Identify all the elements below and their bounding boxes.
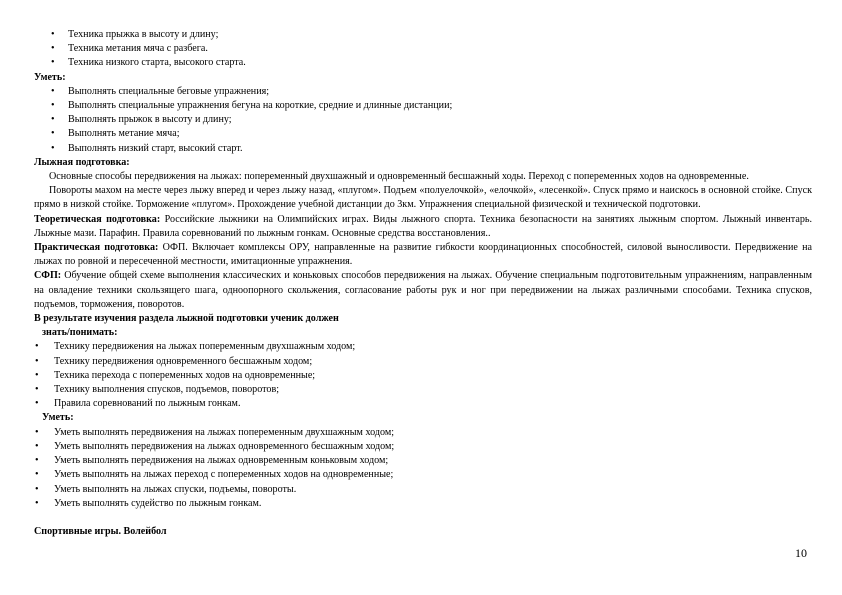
list-item: • Уметь выполнять передвижения на лыжах одновременного бесшажным ходом; <box>34 440 812 454</box>
page-number: 10 <box>795 546 807 560</box>
theory-text: Российские лыжники на Олимпийских играх. Виды лыжного спорта. Техника безопасности на занятиях лыжным спортом. Лыжный инвентарь. Лыжные мази. Парафин. Правила соревнований по лыжным гонкам. Основные средства восстановления.. <box>34 213 812 239</box>
athletics-skills-list <box>34 85 812 156</box>
sfp-paragraph <box>34 269 812 312</box>
list-item: • Технику передвижения на лыжах попеременным двухшажным ходом; <box>34 340 812 354</box>
spacer <box>34 511 812 525</box>
list-item: • Уметь выполнять передвижения на лыжах попеременным двухшажным ходом; <box>34 426 812 440</box>
list-item: • Уметь выполнять на лыжах переход с попеременных ходов на одновременные; <box>34 468 812 482</box>
result-heading: В результате изучения раздела лыжной подготовки ученик должен <box>34 313 339 325</box>
practice-label: Практическая подготовка: <box>34 242 159 254</box>
list-item: • Уметь выполнять передвижения на лыжах одновременным коньковым ходом; <box>34 454 812 468</box>
practice-text: ОФП. Включает комплексы ОРУ, направленные на развитие гибкости координационных способностей, силовой выносливости. Передвижение на лыжах по ровной и пересеченной местности, имитационные упражнения. <box>34 242 812 268</box>
list-item: • Техника прыжка в высоту и длину; <box>34 28 812 42</box>
list-item: • Технику выполнения спусков, подъемов, поворотов; <box>34 383 812 397</box>
sfp-text: Обучение общей схеме выполнения классических и коньковых способов передвижения на лыжах. Обучение специальным подготовительным упражнениям, направленным на овладение техники скользящего шага, одноопорного скольжения, согласование работы рук и ног при передвижении на лыжах различными способами. Техника спусков, подъемов, торможения, поворотов. <box>34 270 812 310</box>
umet-heading-athletics: Уметь: <box>34 71 66 83</box>
next-section-heading: Спортивные игры. Волейбол <box>34 525 167 537</box>
athletics-technique-list <box>34 28 812 71</box>
sfp-label: СФП: <box>34 270 62 282</box>
know-heading: знать/понимать: <box>42 327 118 339</box>
practice-paragraph <box>34 241 812 269</box>
list-item: • Техника низкого старта, высокого старта. <box>34 56 812 70</box>
list-item: • Уметь выполнять на лыжах спуски, подъемы, повороты. <box>34 483 812 497</box>
list-item: • Техника перехода с попеременных ходов на одновременные; <box>34 369 812 383</box>
theory-label: Теоретическая подготовка: <box>34 213 161 225</box>
list-item: • Выполнять прыжок в высоту и длину; <box>34 113 812 127</box>
list-item: • Выполнять метание мяча; <box>34 127 812 141</box>
list-item: • Выполнять специальные упражнения бегуна на короткие, средние и длинные дистанции; <box>34 99 812 113</box>
theory-paragraph <box>34 213 812 241</box>
list-item: • Уметь выполнять судейство по лыжным гонкам. <box>34 497 812 511</box>
list-item: • Техника метания мяча с разбега. <box>34 42 812 56</box>
list-item: • Выполнять низкий старт, высокий старт. <box>34 142 812 156</box>
ski-paragraph-turns: Повороты махом на месте через лыжу вперед и через лыжу назад, «плугом». Подъем «полуелочкой», «елочкой», «лесенкой». Спуск прямо и наискось в основной стойке. Спуск прямо в низкой стойке. Торможение «плугом». Прохождение учебной дистанции до 3км. Упражнения специальной физической и технической подготовки. <box>34 185 812 211</box>
list-item: • Правила соревнований по лыжным гонкам. <box>34 397 812 411</box>
umet-heading-ski: Уметь: <box>42 412 74 424</box>
list-item: • Выполнять специальные беговые упражнения; <box>34 85 812 99</box>
list-item: • Технику передвижения одновременного бесшажным ходом; <box>34 355 812 369</box>
ski-knowledge-list <box>34 340 812 411</box>
page-content <box>34 28 812 539</box>
ski-skills-list <box>34 426 812 511</box>
ski-section-heading: Лыжная подготовка: <box>34 156 130 168</box>
ski-paragraph-methods: Основные способы передвижения на лыжах: попеременный двухшажный и одновременный бесшажный ходы. Переход с попеременных ходов на одновременные. <box>49 171 749 183</box>
